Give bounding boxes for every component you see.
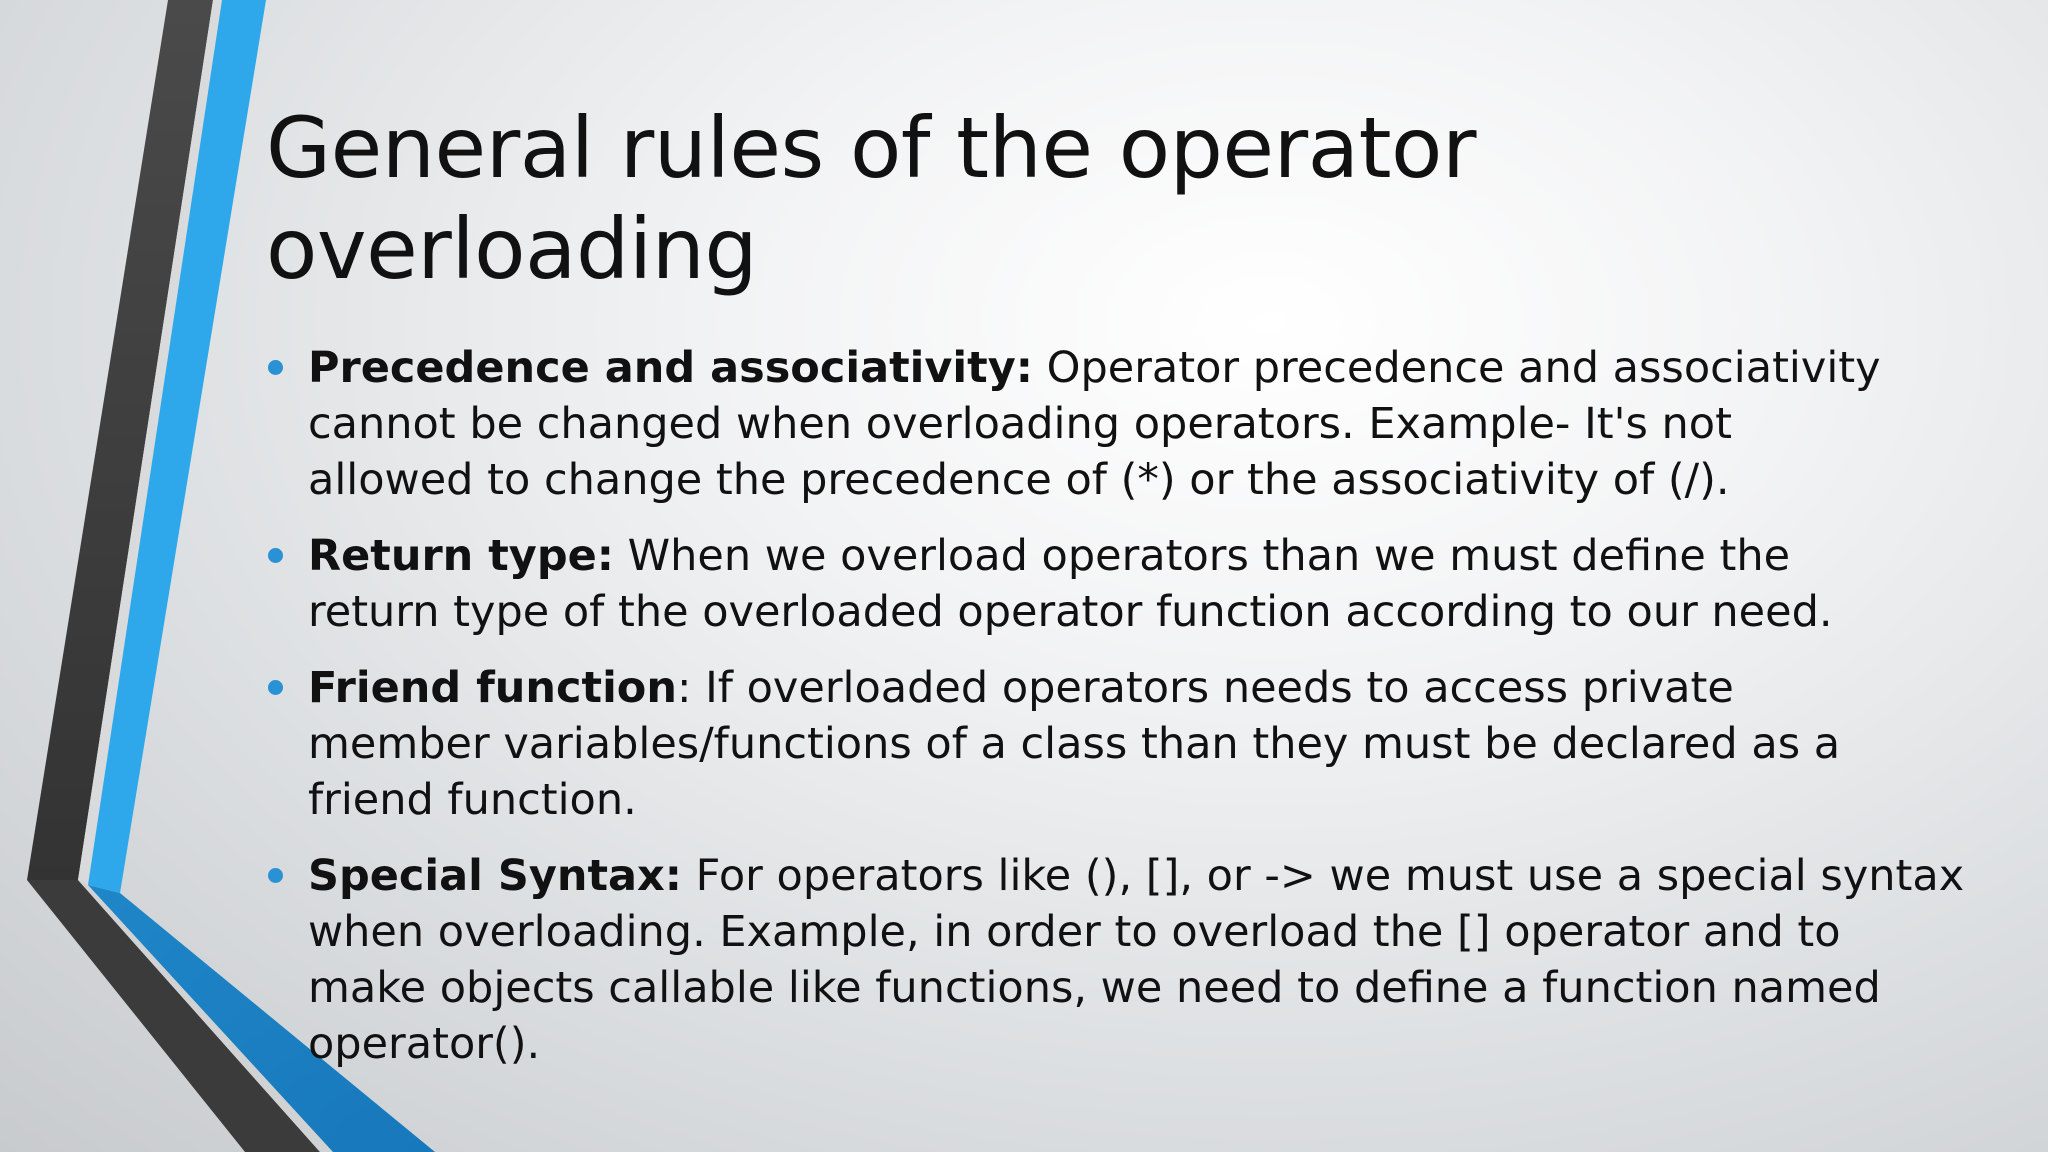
bullet-line [308,340,1966,396]
bullet-line [308,660,1966,716]
bullet-dot-icon [268,868,283,883]
bullet-dot-icon [268,680,283,695]
bullet-heading: Friend function [308,663,677,713]
bullet-line: cannot be changed when overloading operators. Example- It's not [308,399,1732,449]
bullet-text: : If overloaded operators needs to access private [676,663,1734,713]
slide-title [266,98,1966,300]
bullet-line: friend function. [308,775,637,825]
bullet-line: allowed to change the precedence of (*) or the associativity of (/). [308,455,1730,505]
bullet-text: When we overload operators than we must define the [613,531,1791,581]
bullet-line: member variables/functions of a class than they must be declared as a [308,719,1841,769]
bullet-friend-function [266,660,1966,828]
bullet-heading: Special Syntax: [308,851,682,901]
title-line: General rules of the operator [266,99,1476,197]
bullet-text: For operators like (), [], or -> we must use a special syntax [681,851,1965,901]
bullet-text: Operator precedence and associativity [1032,343,1881,393]
bullet-line: return type of the overloaded operator function according to our need. [308,587,1833,637]
bullet-list [266,340,1966,1092]
bullet-line: operator(). [308,1019,541,1069]
bullet-return-type [266,528,1966,640]
bullet-heading: Precedence and associativity: [308,343,1033,393]
bullet-line: when overloading. Example, in order to overload the [] operator and to [308,907,1841,957]
bullet-precedence [266,340,1966,508]
bullet-dot-icon [268,548,283,563]
bullet-line: make objects callable like functions, we need to define a function named [308,963,1881,1013]
bullet-dot-icon [268,360,283,375]
bullet-line [308,528,1966,584]
bullet-line [308,848,1966,904]
title-line: overloading [266,200,758,298]
bullet-special-syntax [266,848,1966,1072]
bullet-heading: Return type: [308,531,614,581]
